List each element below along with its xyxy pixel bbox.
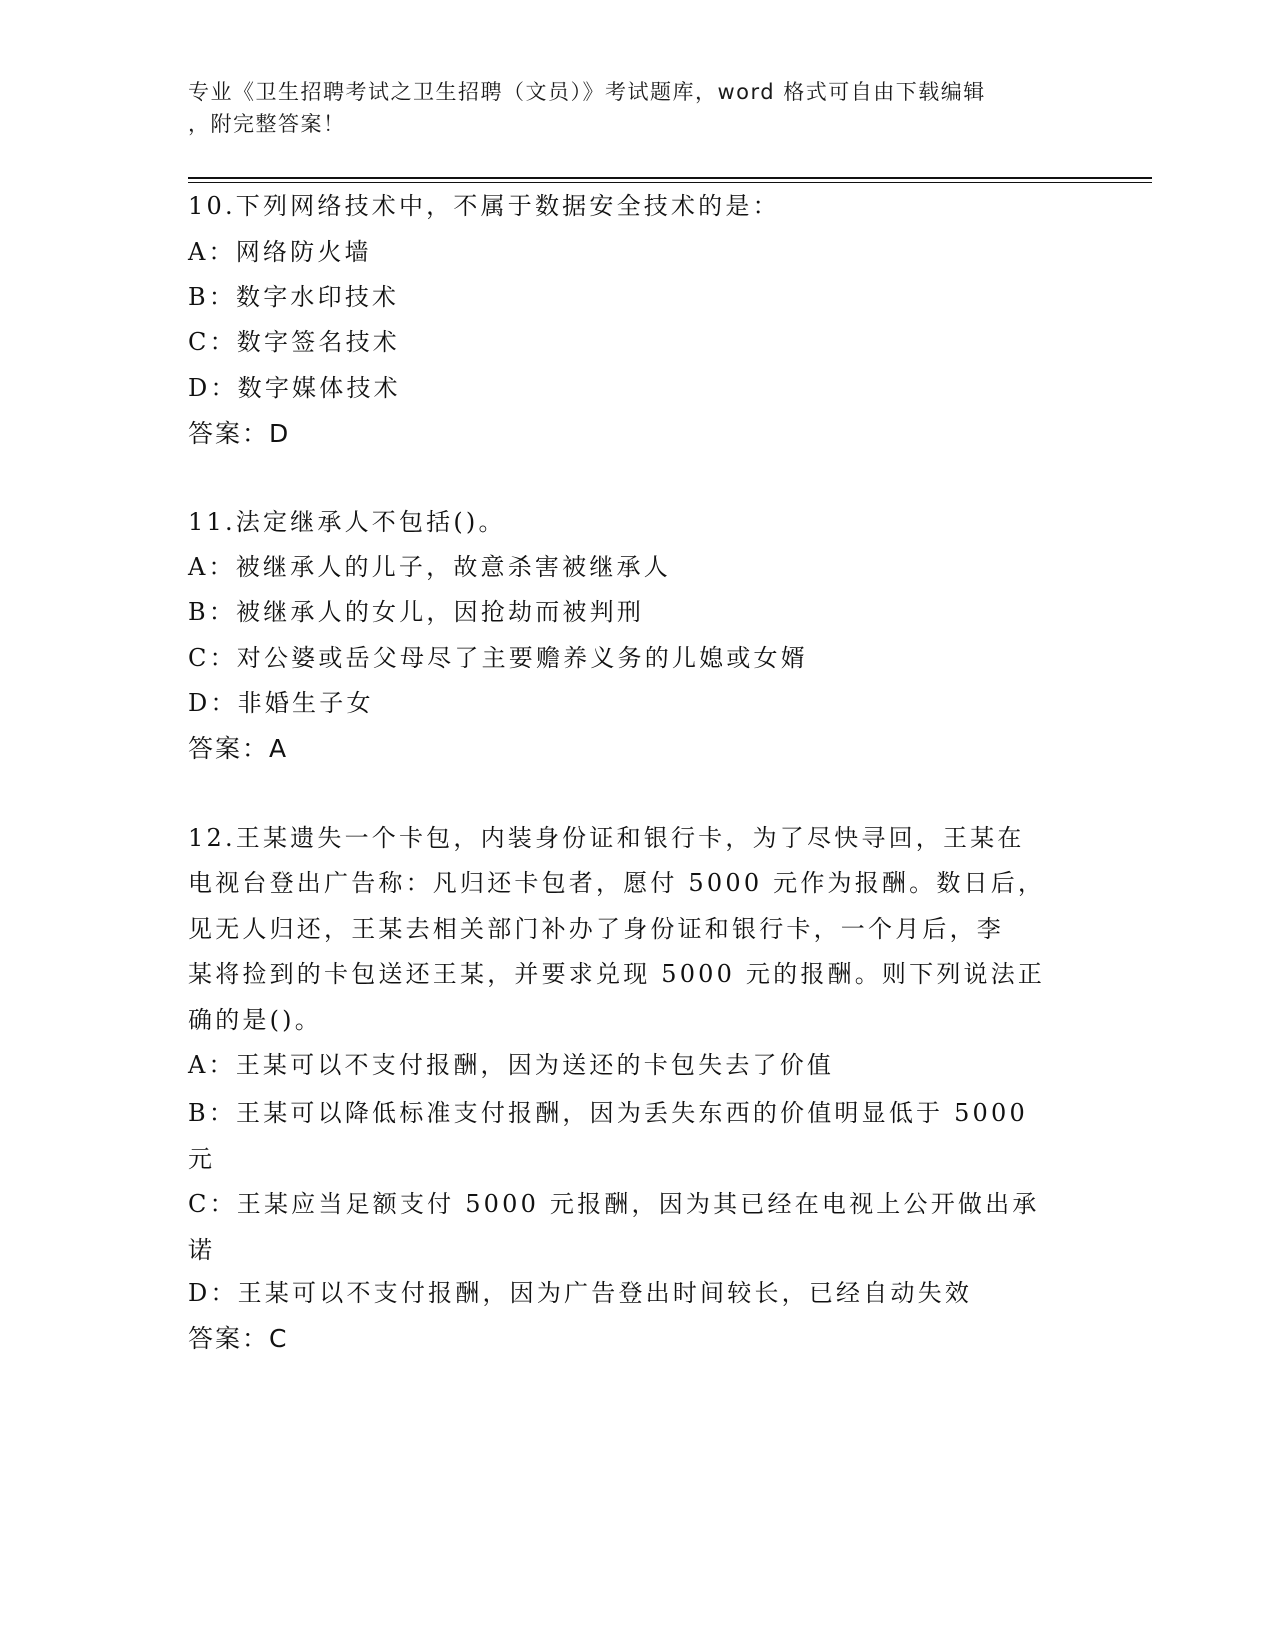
- question-10-option-b: B：数字水印技术: [188, 283, 400, 311]
- question-12-stem-line-4: 某将捡到的卡包送还王某，并要求兑现 5000 元的报酬。则下列说法正: [188, 960, 1046, 988]
- question-10-answer: 答案：D: [188, 419, 291, 448]
- question-12-stem-line-1: 12.王某遗失一个卡包，内装身份证和银行卡，为了尽快寻回，王某在: [188, 824, 1025, 852]
- question-12-option-d: D：王某可以不支付报酬，因为广告登出时间较长，已经自动失效: [188, 1279, 973, 1307]
- question-10-option-a: A：网络防火墙: [188, 238, 372, 266]
- question-11-option-b: B：被继承人的女儿，因抢劫而被判刑: [188, 598, 645, 626]
- question-12-option-a: A：王某可以不支付报酬，因为送还的卡包失去了价值: [188, 1051, 835, 1079]
- question-10-option-c: C：数字签名技术: [188, 328, 400, 356]
- question-12-answer: 答案：C: [188, 1324, 289, 1353]
- header-divider-thin: [188, 182, 1152, 183]
- question-11-option-a: A：被继承人的儿子，故意杀害被继承人: [188, 553, 671, 581]
- question-11-option-c: C：对公婆或岳父母尽了主要赡养义务的儿媳或女婿: [188, 644, 808, 672]
- question-11-answer: 答案：A: [188, 734, 289, 763]
- question-10-stem: 10.下列网络技术中，不属于数据安全技术的是：: [188, 192, 780, 220]
- document-header: [188, 76, 1068, 140]
- header-line-1: 专业《卫生招聘考试之卫生招聘（文员）》考试题库，word 格式可自由下载编辑: [188, 80, 986, 104]
- question-10-option-d: D：数字媒体技术: [188, 374, 401, 402]
- question-11-option-d: D：非婚生子女: [188, 689, 374, 717]
- question-11-stem: 11.法定继承人不包括()。: [188, 508, 506, 536]
- question-12-stem-line-2: 电视台登出广告称：凡归还卡包者，愿付 5000 元作为报酬。数日后，: [188, 869, 1046, 897]
- question-12-option-b: B：王某可以降低标准支付报酬，因为丢失东西的价值明显低于 5000 元: [188, 1099, 1028, 1173]
- question-12-option-c: C：王某应当足额支付 5000 元报酬，因为其已经在电视上公开做出承诺: [188, 1190, 1040, 1264]
- header-divider-thick: [188, 177, 1152, 179]
- header-line-2: ，附完整答案！: [188, 112, 346, 136]
- question-12-stem-line-3: 见无人归还，王某去相关部门补办了身份证和银行卡，一个月后，李: [188, 915, 1004, 943]
- question-12-stem-line-5: 确的是()。: [188, 1006, 322, 1034]
